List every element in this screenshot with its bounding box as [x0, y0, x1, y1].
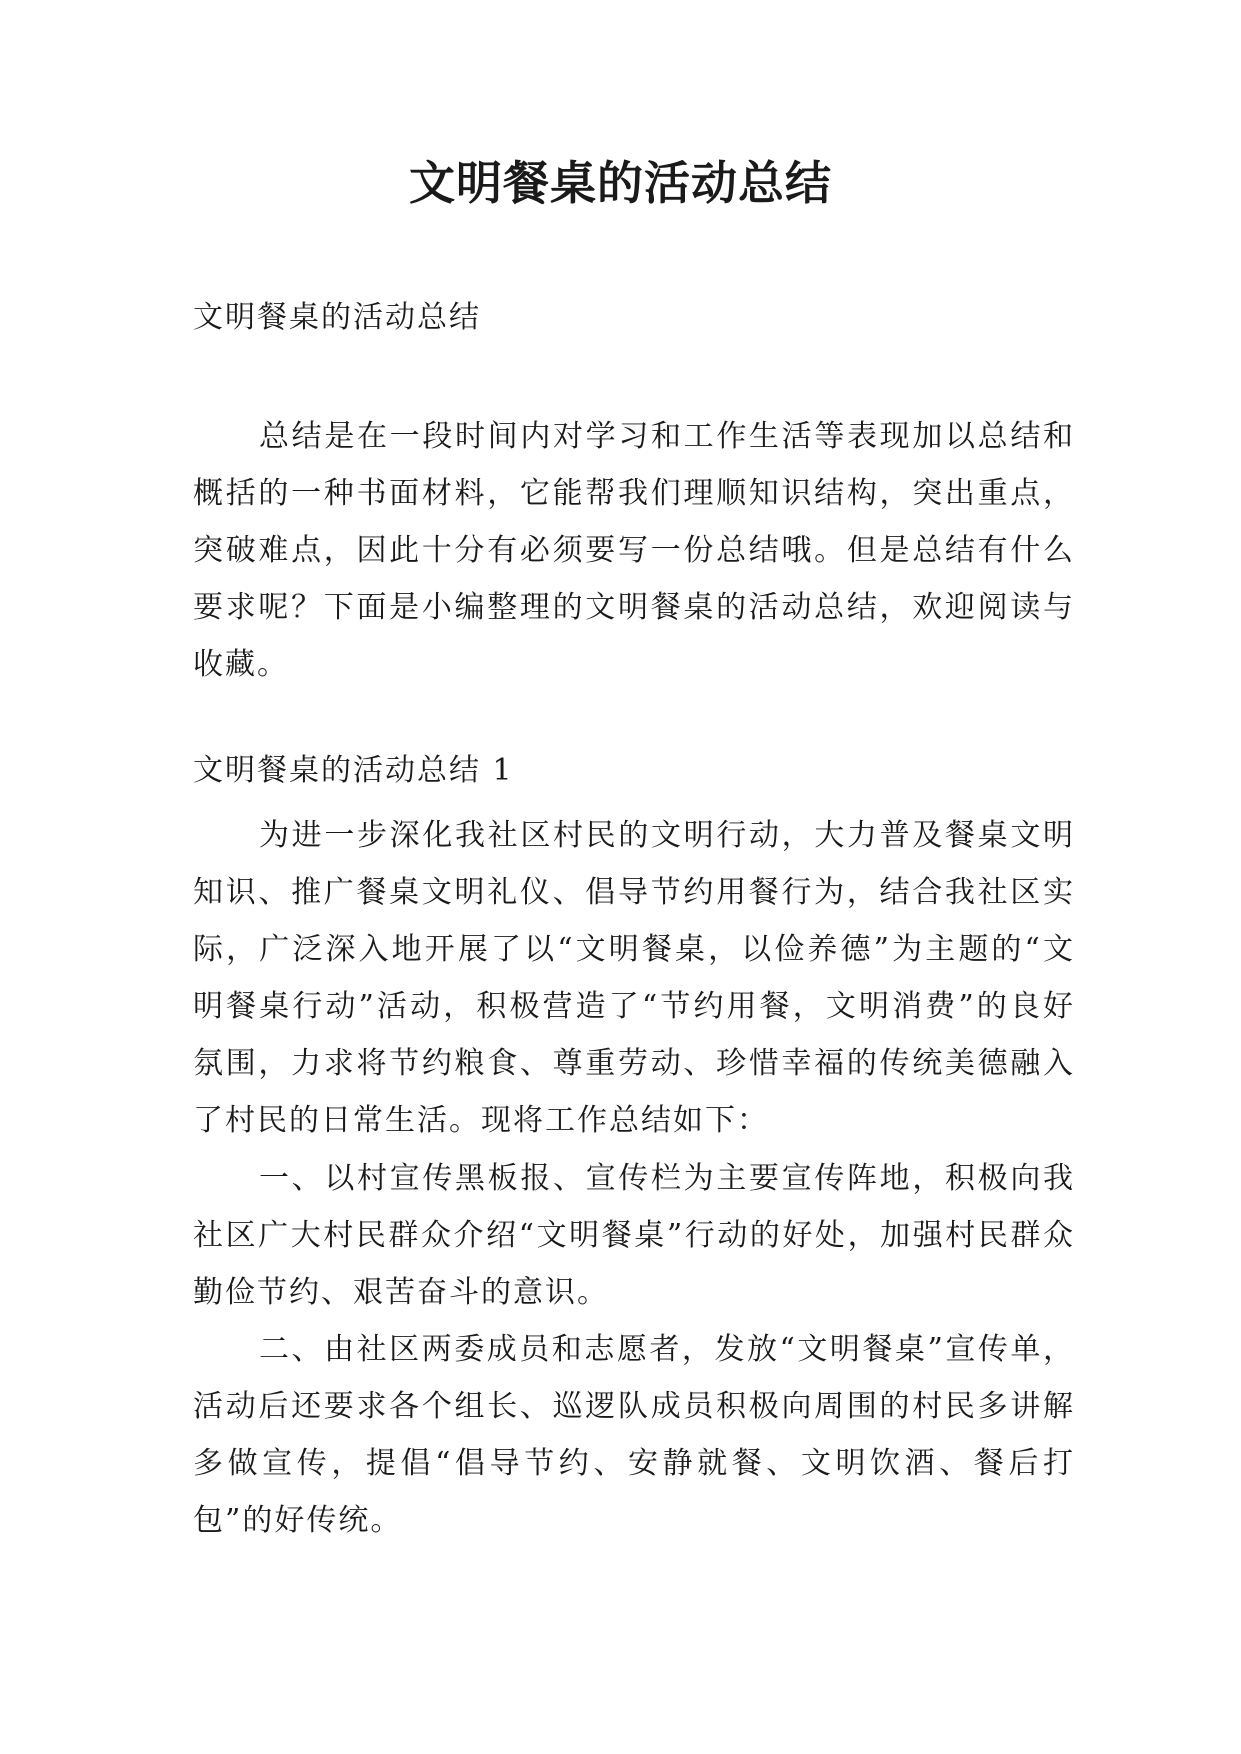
intro-paragraph: 总结是在一段时间内对学习和工作生活等表现加以总结和概括的一种书面材料，它能帮我们理顺知识结构，突出重点，突破难点，因此十分有必须要写一份总结哦。但是总结有什么要求呢？下面是小编整理的文明餐桌的活动总结，欢迎阅读与收藏。 — [193, 419, 1075, 682]
document-subtitle: 文明餐桌的活动总结 — [193, 300, 481, 335]
document-title: 文明餐桌的活动总结 — [409, 156, 832, 210]
body-paragraph: 一、以村宣传黑板报、宣传栏为主要宣传阵地，积极向我社区广大村民群众介绍“文明餐桌”行动的好处，加强村民群众勤俭节约、艰苦奋斗的意识。 — [193, 1161, 1075, 1310]
section-heading: 文明餐桌的活动总结 1 — [193, 753, 514, 788]
body-paragraph: 为进一步深化我社区村民的文明行动，大力普及餐桌文明知识、推广餐桌文明礼仪、倡导节约用餐行为，结合我社区实际，广泛深入地开展了以“文明餐桌，以俭养德”为主题的“文明餐桌行动”活动，积极营造了“节约用餐，文明消费”的良好氛围，力求将节约粮食、尊重劳动、珍惜幸福的传统美德融入了村民的日常生活。现将工作总结如下： — [193, 818, 1075, 1138]
body-paragraph: 二、由社区两委成员和志愿者，发放“文明餐桌”宣传单，活动后还要求各个组长、巡逻队成员积极向周围的村民多讲解多做宣传，提倡“倡导节约、安静就餐、文明饮酒、餐后打包”的好传统。 — [193, 1332, 1075, 1538]
